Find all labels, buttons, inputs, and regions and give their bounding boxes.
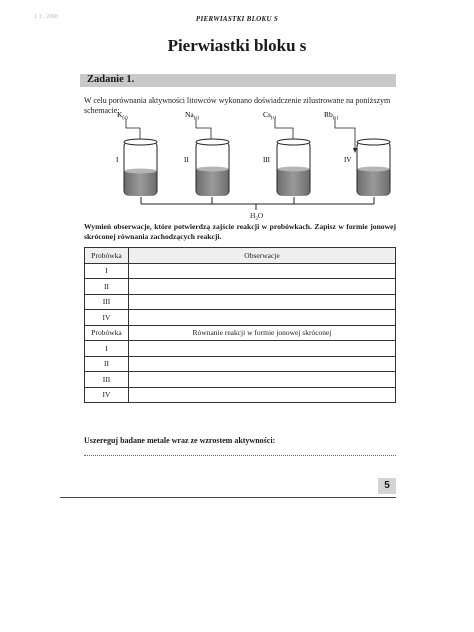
water-label: $H_2O$ (250, 211, 264, 220)
row-label: I (85, 263, 129, 279)
intro-line-2: schemacie: (84, 106, 120, 115)
answer-cell[interactable] (129, 263, 396, 279)
col-header-equation: Równanie reakcji w formie jonowej skróconej (129, 325, 396, 341)
test-tube-4 (324, 110, 390, 195)
running-head: PIERWIASTKI BLOKU S (195, 15, 279, 23)
table-row (85, 263, 396, 279)
col-header-tube-2: Probówka (85, 325, 129, 341)
tube-3-reagent: $Cs_{(s)}$ (263, 110, 277, 121)
col-header-tube: Probówka (85, 248, 129, 264)
row-label: II (85, 279, 129, 295)
table-row (85, 387, 396, 403)
tube-2-reagent: $Na_{(s)}$ (185, 110, 200, 121)
answer-dotted-line[interactable] (84, 455, 396, 456)
table-row (85, 341, 396, 357)
intro-line-1: W celu porównania aktywności litowców wykonano doświadczenie zilustrowane na poniższym (84, 96, 391, 105)
tube-3-numeral: III (263, 156, 270, 164)
table-header-row (85, 248, 396, 264)
test-tube-1 (116, 110, 157, 195)
scan-corner-mark: 1 3 . 2008 (34, 14, 58, 20)
answer-cell[interactable] (129, 279, 396, 295)
row-label: IV (85, 310, 129, 326)
final-prompt: Uszereguj badane metale wraz ze wzrostem aktywności: (84, 436, 276, 445)
table-row (85, 356, 396, 372)
table-row (85, 310, 396, 326)
test-tube-2 (184, 110, 229, 195)
table-row (85, 279, 396, 295)
answer-cell[interactable] (129, 310, 396, 326)
test-tube-3 (263, 110, 310, 195)
question-text: Wymień obserwacje, które potwierdzą zajście reakcji w probówkach. Zapisz w formie jonowej skróconej równania zachodzących reakcji. (84, 222, 396, 241)
tube-4-numeral: IV (344, 156, 352, 164)
page-number: 5 (378, 478, 396, 494)
row-label: I (85, 341, 129, 357)
row-label: II (85, 356, 129, 372)
row-label: IV (85, 387, 129, 403)
page-title: Pierwiastki bloku s (167, 36, 307, 55)
experiment-diagram (80, 108, 396, 220)
tube-1-numeral: I (116, 156, 119, 164)
task-heading-bar (80, 74, 396, 87)
row-label: III (85, 294, 129, 310)
table-row (85, 372, 396, 388)
col-header-observations: Obserwacje (129, 248, 396, 264)
answer-cell[interactable] (129, 372, 396, 388)
task-label: Zadanie 1. (87, 74, 135, 85)
answer-cell[interactable] (129, 387, 396, 403)
tube-2-numeral: II (184, 156, 189, 164)
table-row (85, 294, 396, 310)
water-supply-line (141, 197, 374, 210)
table-subheader-row (85, 325, 396, 341)
row-label: III (85, 372, 129, 388)
answer-table (84, 247, 396, 403)
footer-rule (60, 497, 396, 498)
answer-cell[interactable] (129, 294, 396, 310)
answer-cell[interactable] (129, 356, 396, 372)
answer-cell[interactable] (129, 341, 396, 357)
tube-1-reagent: $K_{(s)}$ (117, 110, 128, 121)
tube-4-reagent: $Rb_{(s)}$ (324, 110, 339, 121)
